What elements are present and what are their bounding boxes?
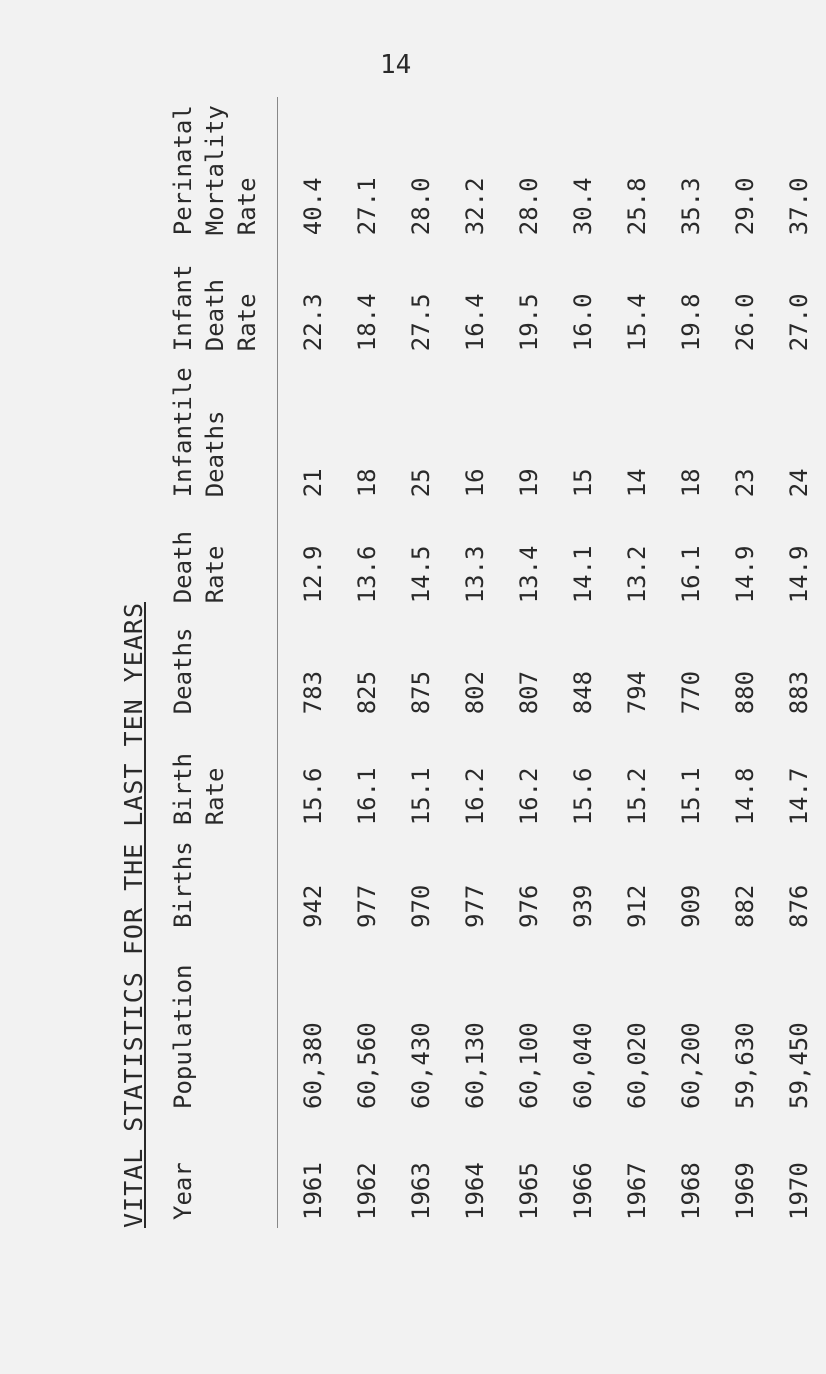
cell-births: 977 <box>353 884 381 928</box>
cell-deaths: 880 <box>731 670 759 715</box>
cell-deaths: 848 <box>569 670 597 715</box>
cell-year: 1968 <box>677 1162 705 1220</box>
cell-births: 970 <box>407 884 435 928</box>
cell-birth-rate: 15.6 <box>299 767 327 826</box>
header-infant-death-rate: Infant Death Rate <box>167 243 278 359</box>
cell-infantile-deaths: 18 <box>677 468 705 498</box>
cell-infantile-deaths: 19 <box>515 468 543 498</box>
cell-infant-death-rate: 16.4 <box>461 293 489 352</box>
cell-infant-death-rate: 26.0 <box>731 293 759 352</box>
cell-infantile-deaths: 24 <box>785 468 813 498</box>
cell-infant-death-rate: 19.5 <box>515 293 543 352</box>
cell-birth-rate: 16.1 <box>353 767 381 826</box>
header-births: Births <box>167 833 278 936</box>
cell-birth-rate: 15.1 <box>677 767 705 826</box>
cell-birth-rate: 16.2 <box>515 767 543 826</box>
cell-birth-rate: 15.2 <box>623 767 651 826</box>
cell-infant-death-rate: 18.4 <box>353 293 381 352</box>
cell-population: 60,200 <box>677 1022 705 1109</box>
cell-year: 1970 <box>785 1162 813 1220</box>
cell-deaths: 807 <box>515 670 543 715</box>
page-title: VITAL STATISTICS FOR THE LAST TEN YEARS <box>119 602 148 1228</box>
table-row <box>718 97 772 1228</box>
cell-death-rate: 14.5 <box>407 545 435 604</box>
cell-infant-death-rate: 15.4 <box>623 293 651 352</box>
vital-statistics-table <box>167 97 826 1228</box>
cell-infant-death-rate: 19.8 <box>677 293 705 352</box>
rotated-table-block <box>119 88 813 1228</box>
cell-population: 60,020 <box>623 1022 651 1109</box>
cell-deaths: 770 <box>677 670 705 715</box>
cell-deaths: 794 <box>623 670 651 715</box>
cell-births: 912 <box>623 884 651 928</box>
cell-year: 1961 <box>299 1162 327 1220</box>
header-infantile-deaths: Infantile Deaths <box>167 359 278 505</box>
table-row <box>556 97 610 1228</box>
cell-perinatal-mortality-rate: 29.0 <box>731 177 759 236</box>
cell-infantile-deaths: 25 <box>407 468 435 498</box>
cell-population: 60,560 <box>353 1022 381 1109</box>
cell-deaths: 783 <box>299 670 327 715</box>
cell-birth-rate: 14.8 <box>731 767 759 826</box>
cell-births: 909 <box>677 884 705 928</box>
cell-population: 59,630 <box>731 1022 759 1109</box>
cell-population: 59,450 <box>785 1022 813 1109</box>
cell-infant-death-rate: 22.3 <box>299 293 327 352</box>
cell-birth-rate: 15.6 <box>569 767 597 826</box>
cell-population: 60,100 <box>515 1022 543 1109</box>
cell-death-rate: 16.1 <box>677 545 705 604</box>
cell-infantile-deaths: 16 <box>461 468 489 498</box>
table-header-row <box>167 97 278 1228</box>
cell-perinatal-mortality-rate: 25.8 <box>623 177 651 236</box>
cell-year: 1963 <box>407 1162 435 1220</box>
cell-infant-death-rate: 27.5 <box>407 293 435 352</box>
cell-deaths: 802 <box>461 670 489 715</box>
header-death-rate: Death Rate <box>167 505 278 611</box>
cell-perinatal-mortality-rate: 28.0 <box>407 177 435 236</box>
header-perinatal-mortality-rate: Perinatal Mortality Rate <box>167 97 278 243</box>
cell-year: 1966 <box>569 1162 597 1220</box>
table-row <box>394 97 448 1228</box>
cell-infantile-deaths: 14 <box>623 468 651 498</box>
cell-year: 1965 <box>515 1162 543 1220</box>
cell-death-rate: 13.6 <box>353 545 381 604</box>
cell-population: 60,130 <box>461 1022 489 1109</box>
cell-perinatal-mortality-rate: 37.0 <box>785 177 813 236</box>
cell-births: 976 <box>515 884 543 928</box>
page-number: 14 <box>380 50 412 80</box>
cell-deaths: 883 <box>785 670 813 715</box>
header-deaths: Deaths <box>167 611 278 722</box>
table-row <box>448 97 502 1228</box>
cell-birth-rate: 15.1 <box>407 767 435 826</box>
cell-infant-death-rate: 16.0 <box>569 293 597 352</box>
header-population: Population <box>167 936 278 1117</box>
cell-infant-death-rate: 27.0 <box>785 293 813 352</box>
cell-births: 882 <box>731 884 759 928</box>
cell-year: 1967 <box>623 1162 651 1220</box>
cell-birth-rate: 16.2 <box>461 767 489 826</box>
cell-perinatal-mortality-rate: 32.2 <box>461 177 489 236</box>
table-body <box>278 97 826 1228</box>
cell-births: 942 <box>299 884 327 928</box>
cell-deaths: 825 <box>353 670 381 715</box>
cell-death-rate: 13.3 <box>461 545 489 604</box>
cell-death-rate: 14.9 <box>731 545 759 604</box>
table-row <box>340 97 394 1228</box>
cell-perinatal-mortality-rate: 28.0 <box>515 177 543 236</box>
table-row <box>610 97 664 1228</box>
cell-infantile-deaths: 15 <box>569 468 597 498</box>
table-row <box>502 97 556 1228</box>
cell-perinatal-mortality-rate: 30.4 <box>569 177 597 236</box>
cell-births: 876 <box>785 884 813 928</box>
cell-year: 1962 <box>353 1162 381 1220</box>
cell-deaths: 875 <box>407 670 435 715</box>
cell-population: 60,380 <box>299 1022 327 1109</box>
cell-death-rate: 14.9 <box>785 545 813 604</box>
cell-birth-rate: 14.7 <box>785 767 813 826</box>
cell-births: 977 <box>461 884 489 928</box>
cell-population: 60,430 <box>407 1022 435 1109</box>
cell-death-rate: 14.1 <box>569 545 597 604</box>
cell-perinatal-mortality-rate: 35.3 <box>677 177 705 236</box>
cell-infantile-deaths: 23 <box>731 468 759 498</box>
cell-death-rate: 13.2 <box>623 545 651 604</box>
cell-year: 1969 <box>731 1162 759 1220</box>
table-row <box>278 97 341 1228</box>
cell-year: 1964 <box>461 1162 489 1220</box>
cell-perinatal-mortality-rate: 27.1 <box>353 177 381 236</box>
cell-death-rate: 12.9 <box>299 545 327 604</box>
cell-infantile-deaths: 18 <box>353 468 381 498</box>
header-year: Year <box>167 1117 278 1228</box>
cell-perinatal-mortality-rate: 40.4 <box>299 177 327 236</box>
cell-infantile-deaths: 21 <box>299 468 327 498</box>
table-row <box>772 97 826 1228</box>
header-birth-rate: Birth Rate <box>167 722 278 833</box>
table-row <box>664 97 718 1228</box>
cell-births: 939 <box>569 884 597 928</box>
cell-death-rate: 13.4 <box>515 545 543 604</box>
cell-population: 60,040 <box>569 1022 597 1109</box>
